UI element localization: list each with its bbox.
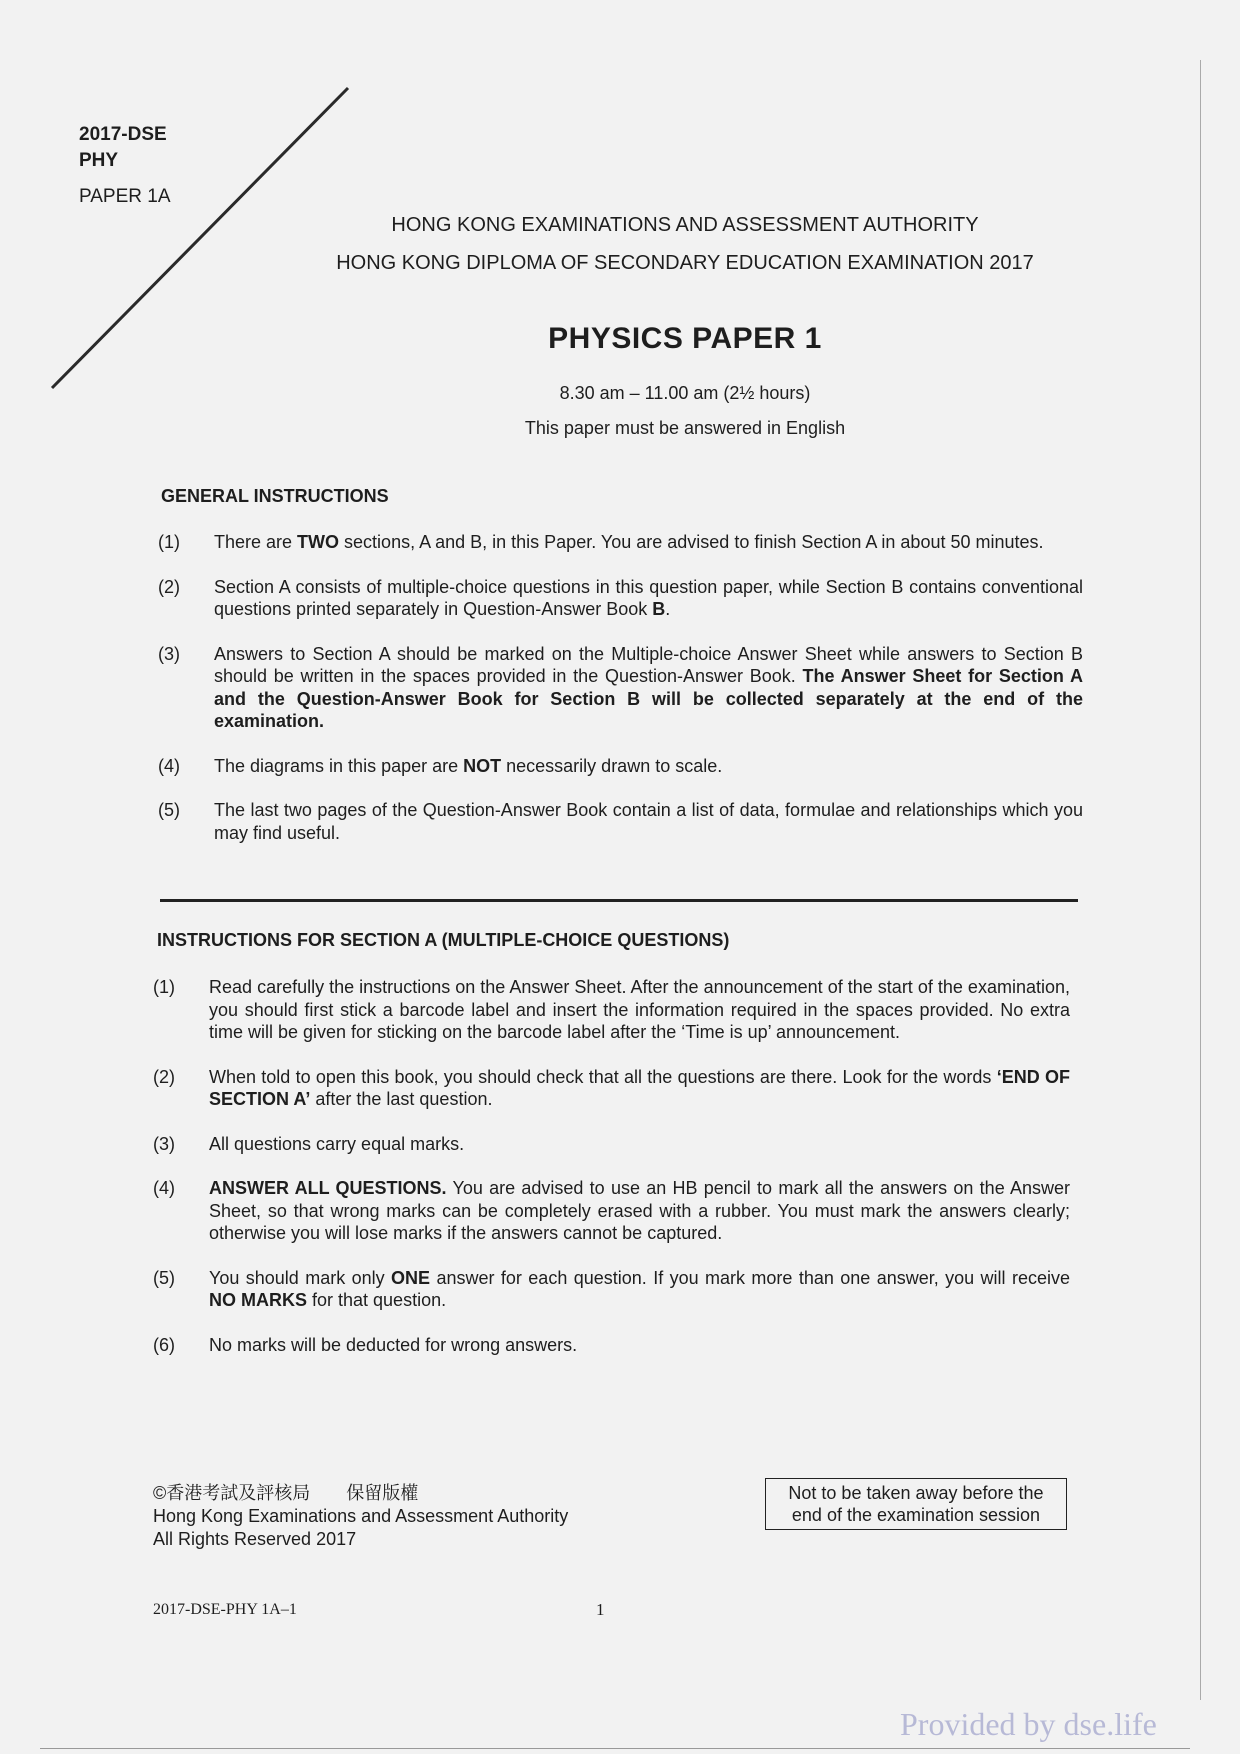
item-number: (2) [153, 1066, 175, 1087]
section-a-item [153, 1066, 1070, 1111]
section-a-item [153, 1334, 1070, 1357]
section-a-heading: INSTRUCTIONS FOR SECTION A (MULTIPLE-CHOICE QUESTIONS) [157, 930, 730, 950]
item-number: (6) [153, 1334, 175, 1355]
notice-line-2: end of the examination session [791, 1505, 1041, 1525]
section-a-item [153, 1133, 1070, 1156]
item-text: The last two pages of the Question-Answer Book contain a list of data, formulae and relationships which you may find useful. [214, 800, 1083, 843]
copyright-block [153, 1482, 568, 1551]
item-text: When told to open this book, you should check that all the questions are there. Look for the words ‘END OF SECTION A’ after the last question. [209, 1066, 1070, 1109]
scan-bottom-line [40, 1748, 1190, 1749]
general-item [158, 643, 1083, 733]
paper-code-year: 2017-DSE [79, 124, 167, 145]
item-number: (4) [158, 755, 180, 776]
item-number: (1) [153, 977, 175, 997]
general-item [158, 799, 1083, 844]
item-number: (4) [153, 1178, 175, 1198]
item-text: You should mark only ONE answer for each question. If you mark more than one answer, you will receive NO MARKS for that question. [209, 1267, 1070, 1310]
scan-edge-line [1200, 60, 1201, 1700]
notice-box [765, 1478, 1067, 1530]
paper-code-subject: PHY [79, 150, 119, 171]
copyright-authority: Hong Kong Examinations and Assessment Authority [153, 1506, 569, 1526]
item-text: ANSWER ALL QUESTIONS. You are advised to use an HB pencil to mark all the answers on the Answer Sheet, so that wrong marks can be completely erased with a rubber. You must mark the answers clearly; otherwise you will lose marks if the answers cannot be captured. [209, 1178, 1070, 1243]
item-text: Section A consists of multiple-choice questions in this question paper, while Section B contains conventional questions printed separately in Question-Answer Book B. [214, 576, 1083, 619]
copyright-rights: All Rights Reserved 2017 [153, 1529, 357, 1549]
section-divider [160, 899, 1078, 902]
paper-code-paper: PAPER 1A [79, 186, 171, 207]
section-a-item [153, 976, 1070, 1044]
notice-line-1: Not to be taken away before the [788, 1483, 1044, 1503]
section-a-item [153, 1177, 1070, 1245]
general-instructions-heading: GENERAL INSTRUCTIONS [161, 486, 389, 506]
exam-name: HONG KONG DIPLOMA OF SECONDARY EDUCATION EXAMINATION 2017 [336, 252, 1034, 274]
page-number: 1 [596, 1600, 605, 1619]
language-note: This paper must be answered in English [524, 418, 846, 438]
general-item [158, 755, 1083, 778]
item-number: (1) [158, 532, 180, 552]
item-text: Answers to Section A should be marked on the Multiple-choice Answer Sheet while answers to Section B should be written in the spaces provided in the Question-Answer Book. The Answer Sheet for Section A and the Question-Answer Book for Section B will be collected separately at the end of the examination. [214, 643, 1083, 731]
section-a-instructions-list [153, 976, 1070, 1378]
item-text: There are TWO sections, A and B, in this Paper. You are advised to finish Section A in about 50 minutes. [214, 532, 1044, 552]
item-text: The diagrams in this paper are NOT necessarily drawn to scale. [214, 755, 723, 776]
paper-code-block [79, 122, 171, 210]
item-number: (3) [158, 643, 180, 664]
authority-name: HONG KONG EXAMINATIONS AND ASSESSMENT AUTHORITY [391, 214, 979, 236]
copyright-chinese: ©香港考試及評核局 保留版權 [153, 1483, 419, 1503]
general-instructions-list [158, 531, 1083, 866]
item-number: (2) [158, 576, 180, 597]
section-a-item [153, 1267, 1070, 1312]
general-item [158, 576, 1083, 621]
item-number: (3) [153, 1133, 175, 1154]
footer-paper-code: 2017-DSE-PHY 1A–1 [153, 1601, 297, 1618]
item-number: (5) [158, 800, 180, 820]
item-text: No marks will be deducted for wrong answers. [209, 1334, 578, 1355]
item-text: Read carefully the instructions on the Answer Sheet. After the announcement of the start of the examination, you should first stick a barcode label and insert the information required in the spaces provided. No extra time will be given for sticking on the barcode label after the ‘Time is up’ announcement. [209, 977, 1070, 1042]
paper-title: PHYSICS PAPER 1 [548, 322, 822, 355]
exam-time: 8.30 am – 11.00 am (2½ hours) [559, 383, 811, 403]
general-item [158, 531, 1083, 554]
item-number: (5) [153, 1267, 175, 1288]
watermark-link[interactable]: Provided by dse.life [900, 1706, 1157, 1742]
item-text: All questions carry equal marks. [209, 1133, 465, 1154]
